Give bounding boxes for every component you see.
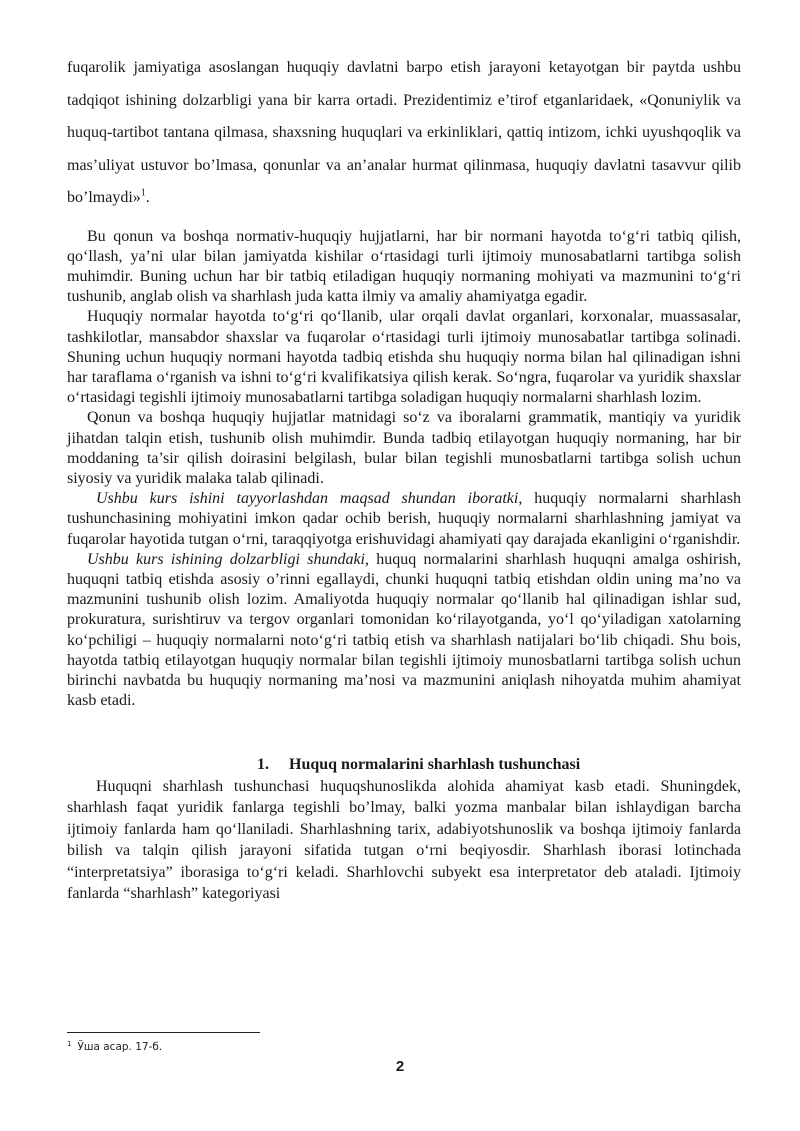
page-body	[67, 52, 741, 905]
section-title: Huquq normalarini sharhlash tushunchasi	[289, 756, 581, 774]
footnote-marker: 1	[67, 1039, 72, 1048]
footnote-reference[interactable]: 1	[140, 187, 146, 199]
relevance-paragraph	[67, 550, 741, 712]
intro-text: fuqarolik jamiyatiga asoslangan huquqiy davlatni barpo etish jarayoni ketayotgan bir paytda ushbu tadqiqot ishining dolzarbligi yana bir karra ortadi. Prezidentimiz e’tirof etganlaridaek, «Qonuniylik va huquq-tartibot tantana qilmasa, shaxsning huquqlari va erkinliklari, qattiq intizom, ichki uyushqoqlik va mas’uliyat ustuvor bo’lmasa, qonunlar va an’analar hurmat qilinmasa, huquqiy davlatni tasavvur qilib bo’lmaydi»	[67, 59, 741, 206]
footnote-divider	[67, 1032, 260, 1033]
section-number: 1.	[257, 756, 269, 774]
aim-paragraph	[67, 489, 741, 550]
section-heading	[67, 755, 741, 775]
intro-end: .	[145, 189, 150, 206]
intro-paragraph	[67, 52, 741, 215]
footnote	[67, 1041, 162, 1053]
section-paragraph: Huquqni sharhlash tushunchasi huquqshunoslikda alohida ahamiyat kasb etadi. Shuningdek, sharhlash faqat yuridik fanlarga tegishli bo’lmay, balki yozma manbalar bilan ishlaydigan barcha ijtimoiy fanlarda ham qo‘llaniladi. Sharhlashning tarix, adabiyotshunoslik va boshqa ijtimoiy fanlarda bilish va talqin qilish jarayoni sifatida tutgan o‘rni beqiyosdir. Sharhlash iborasi lotinchada “interpretatsiya” iborasiga to‘g‘ri keladi. Sharhlovchi subyekt esa interpretator deb ataladi. Ijtimoiy fanlarda “sharhlash” kategoriyasi	[67, 777, 741, 903]
relevance-text: , huquq normalarini sharhlash huquqni amalga oshirish, huquqni tatbiq etishda asosiy o’rinni egallaydi, chunki huquqni tatbiq etishdan oldin uning ma’no va mazmunini tushunib olish lozim. Amaliyotda huquqiy normalar qo‘llanib hal qilinadigan ishlar sud, prokuratura, surishtiruv va tergov organlari tomonidan ko‘rilayotganda, yo‘l qo‘yiladigan xatolarning ko‘pchiligi – huquqiy normalarni noto‘g‘ri tatbiq etish va sharhlash natijalari bo‘lib chiqadi. Shu bois, hayotda tatbiq etilayotgan huquqiy normalar bilan tegishli ijtimoiy munosbatlarni tartibga solish uchun birinchi navbatda bu huquqiy normaning ma’nosi va mazmunini aniqlash nihoyatda muhim ahamiyat kasb etadi.	[67, 550, 742, 710]
paragraph-2: Huquqiy normalar hayotda to‘g‘ri qo‘llanib, ular orqali davlat organlari, korxonalar, muassasalar, tashkilotlar, mansabdor shaxslar va fuqarolar o‘rtasidagi turli ijtimoiy munosabatlar tartibga solinadi. Shuning uchun huquqiy normani hayotda tadbiq etishda shu huquqiy norma bilan hal qilinadigan ishni har taraflama o‘rganish va ishni to‘g‘ri kvalifikatsiya qilish kerak. So‘ngra, fuqarolar va yuridik shaxslar o‘rtasidagi tegishli ijtimoiy munosabatlarni tartibga soladigan huquqiy normalarni sharhlash lozim.	[67, 308, 741, 407]
footnote-text: Ўша асар. 17-б.	[77, 1041, 163, 1053]
paragraph-3: Qonun va boshqa huquqiy hujjatlar matnidagi so‘z va iboralarni grammatik, mantiqiy va yuridik jihatdan talqin etish, tushunib olish muhimdir. Bunda tadbiq etilayotgan huquqiy normaning, har bir moddaning ta’sir qilish doirasini belgilash, bular bilan tegishli munosbatlarni tartibga solish uchun siyosiy va yuridik malaka talab qilinadi.	[67, 409, 741, 487]
paragraph-1: Bu qonun va boshqa normativ-huquqiy hujjatlarni, har bir normani hayotda to‘g‘ri tatbiq qilish, qo‘llash, ya’ni ular bilan jamiyatda kishilar o‘rtasidagi turli ijtimoiy munosabatlarni tartibga solish muhimdir. Buning uchun har bir tatbiq etiladigan huquqiy normaning mohiyati va mazmunini to‘g‘ri tushunib, anglab olish va sharhlash juda katta ilmiy va amaliy ahamiyatga egadir.	[67, 227, 741, 306]
relevance-italic: Ushbu kurs ishining dolzarbligi shundaki	[87, 550, 365, 568]
aim-text: , huquqiy normalarni sharhlash tushunchasining mohiyatini imkon qadar ochib berish, huquqiy normalarni sharhlashning jamiyat va fuqarolar hayotida tutgan o‘rni, taraqqiyotga erishuvidagi ahamiyati qay darajada ekanligini o‘rganishdir.	[67, 490, 741, 548]
page-number: 2	[395, 1058, 405, 1075]
aim-italic: Ushbu kurs ishini tayyorlashdan maqsad shundan iboratki	[96, 490, 519, 508]
